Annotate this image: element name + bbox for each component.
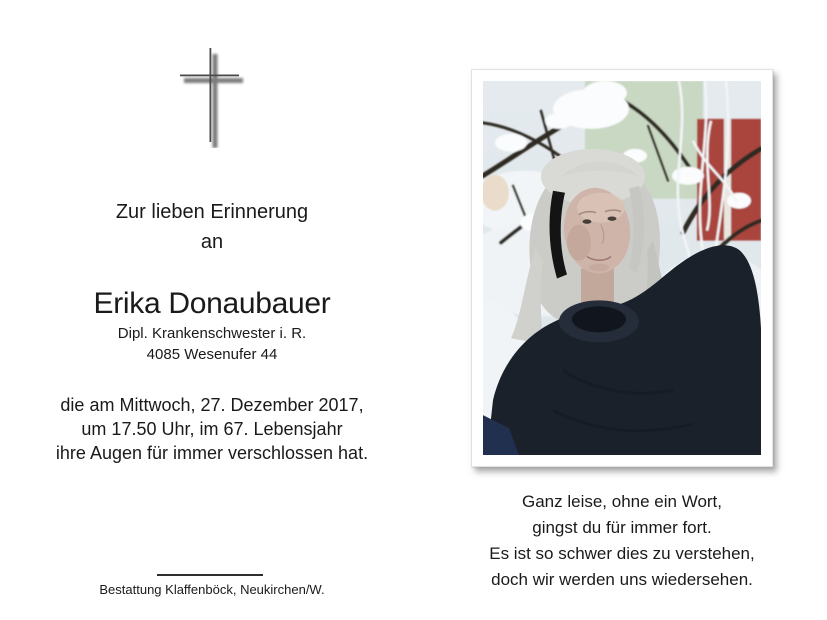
death-notice-line-2: um 17.50 Uhr, im 67. Lebensjahr xyxy=(81,419,343,439)
cross-shadow xyxy=(184,54,243,148)
portrait-photo xyxy=(483,81,761,455)
intro-line-1: Zur lieben Erinnerung xyxy=(115,201,309,223)
intro-text xyxy=(0,197,424,257)
portrait-photo-frame xyxy=(471,69,773,467)
death-notice xyxy=(0,393,424,465)
poem-line-4: doch wir werden uns wiedersehen. xyxy=(491,570,753,589)
deceased-address: 4085 Wesenufer 44 xyxy=(146,346,278,363)
poem-line-1: Ganz leise, ohne ein Wort, xyxy=(521,492,722,511)
cross-lines xyxy=(180,48,239,142)
deceased-profession: Dipl. Krankenschwester i. R. xyxy=(117,325,307,342)
memorial-poem xyxy=(461,489,783,593)
deceased-details xyxy=(0,323,424,365)
cross-icon xyxy=(176,46,248,148)
death-notice-line-3: ihre Augen für immer verschlossen hat. xyxy=(55,443,369,463)
funeral-home-label: Bestattung Klaffenböck, Neukirchen/W. xyxy=(99,582,325,597)
poem-line-3: Es ist so schwer dies zu verstehen, xyxy=(489,544,755,563)
intro-line-2: an xyxy=(200,231,224,253)
death-notice-line-1: die am Mittwoch, 27. Dezember 2017, xyxy=(60,395,364,415)
poem-line-2: gingst du für immer fort. xyxy=(532,518,712,537)
signature-divider xyxy=(157,574,263,576)
deceased-name: Erika Donaubauer xyxy=(93,287,331,320)
